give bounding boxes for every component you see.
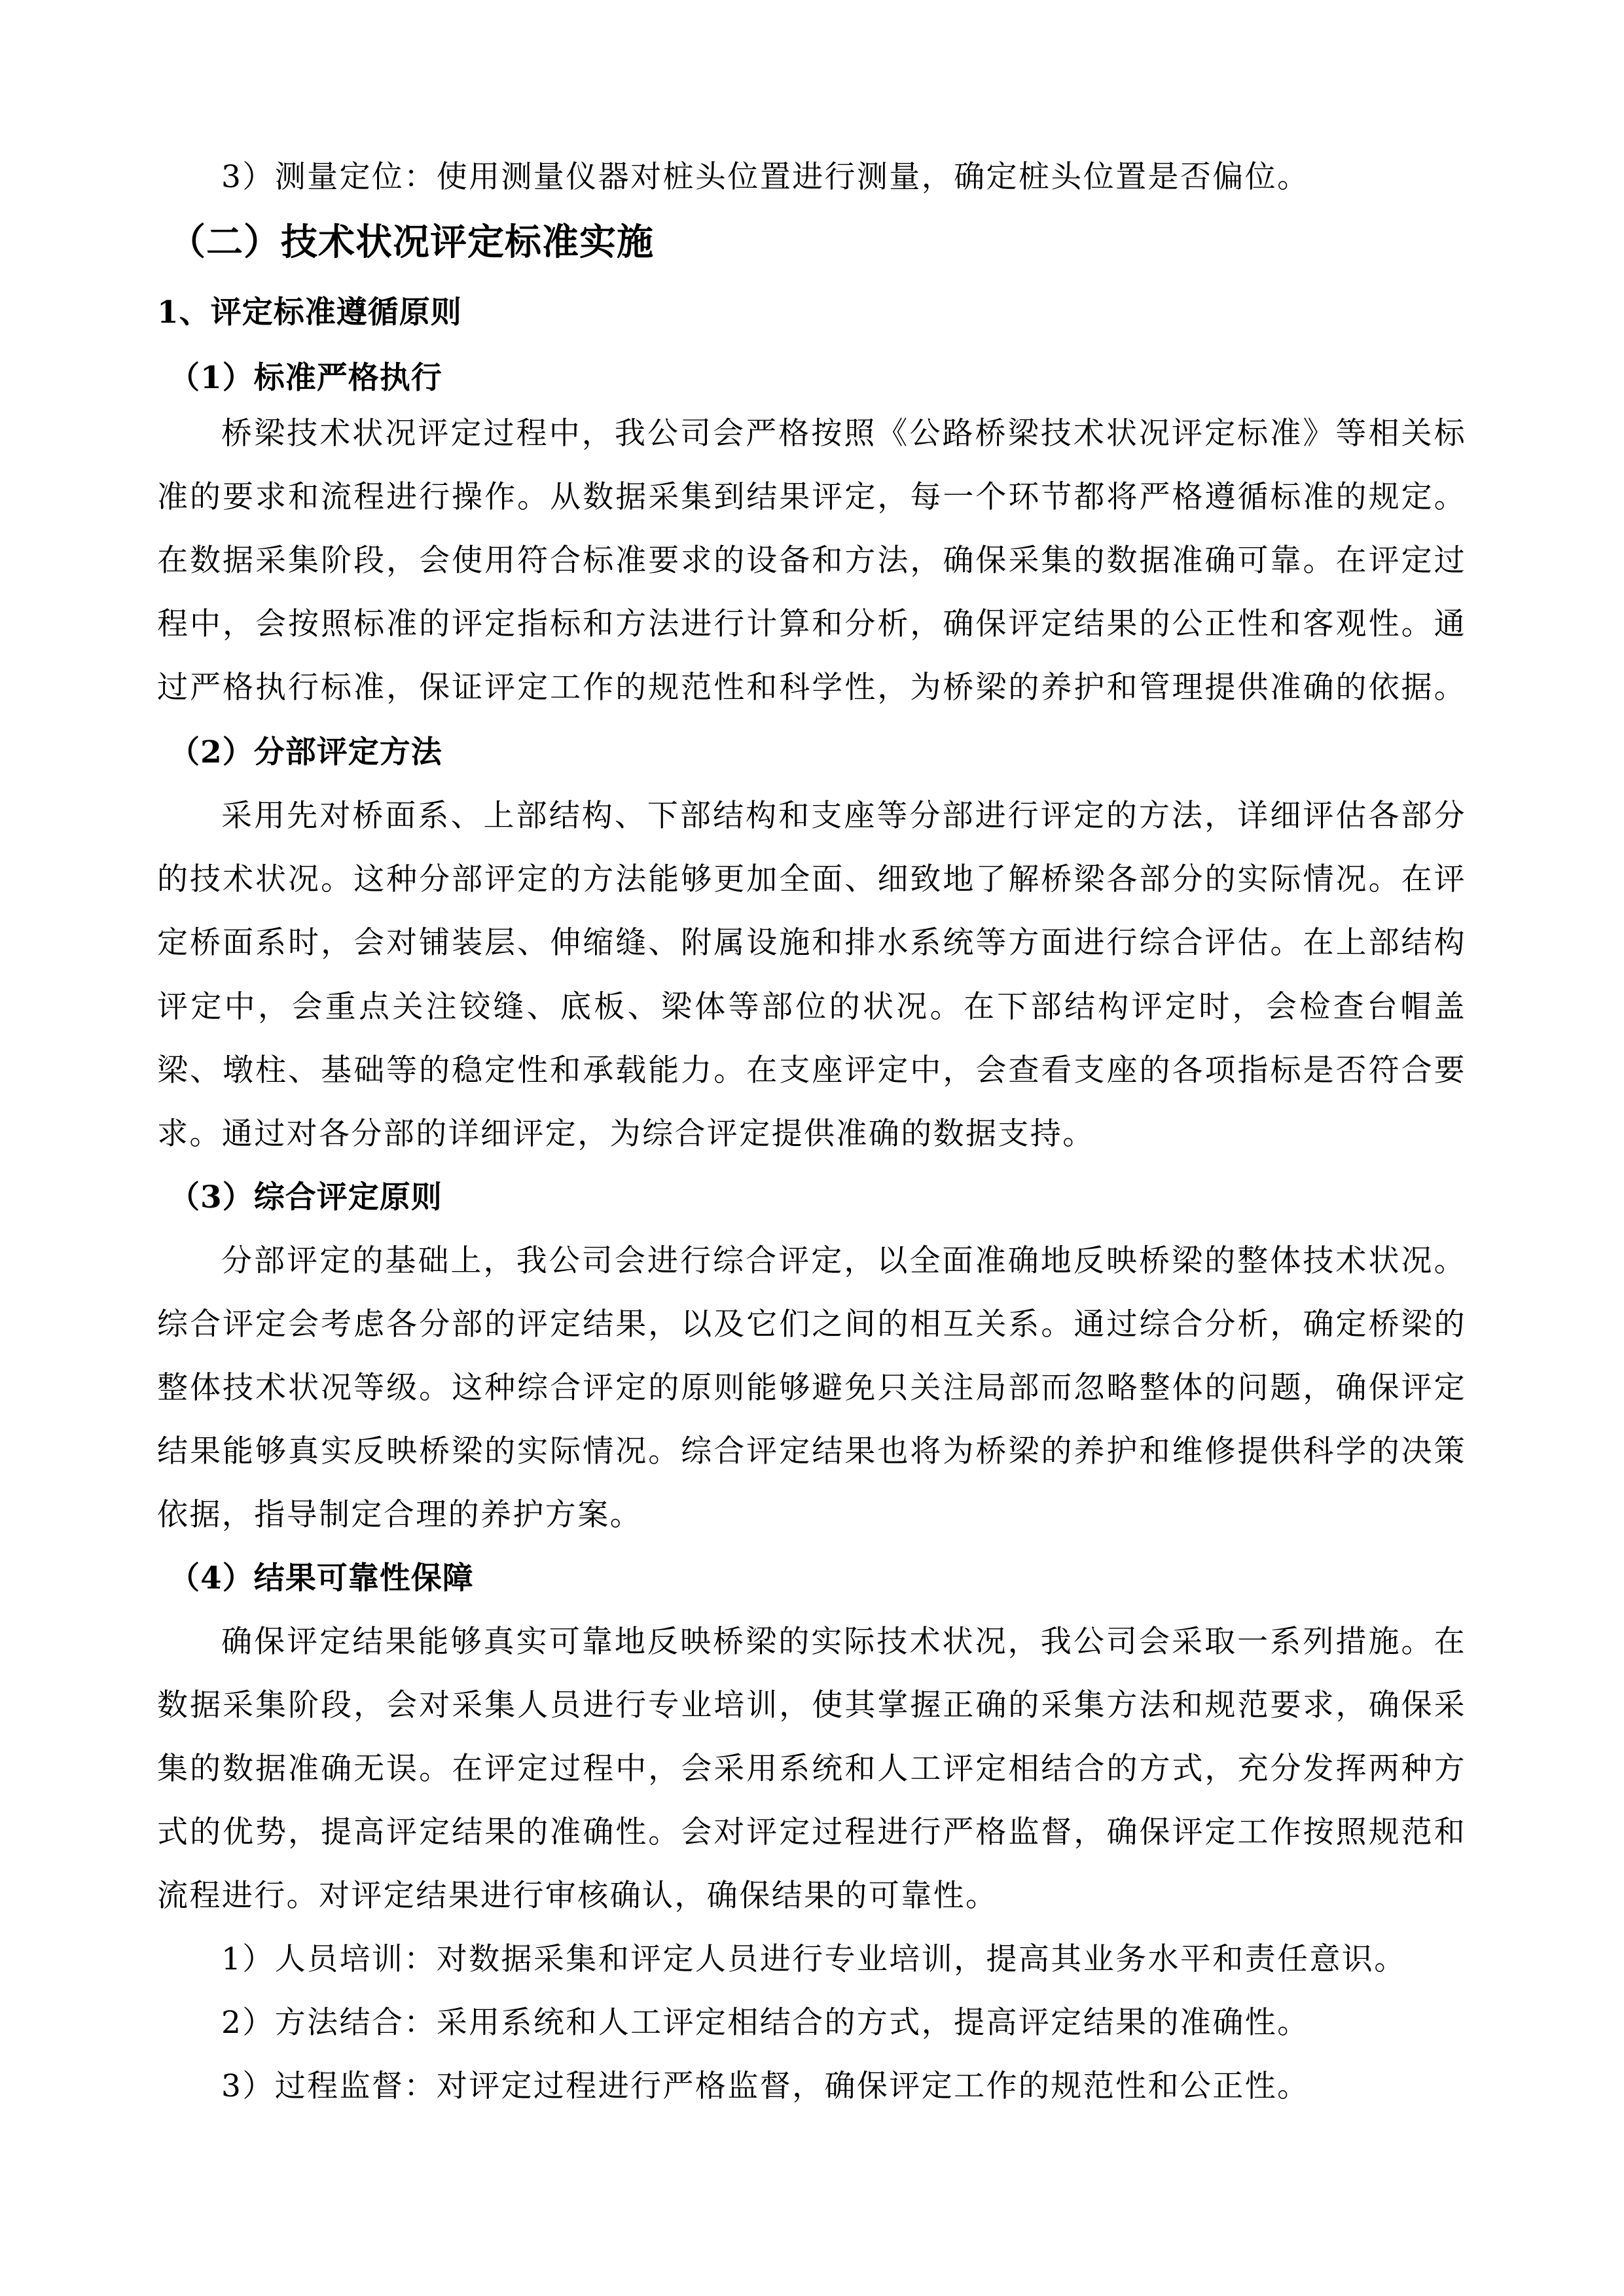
section-heading: （二）技术状况评定标准实施 (169, 221, 654, 264)
list-item: 2）方法结合：采用系统和人工评定相结合的方式，提高评定结果的准确性。 (221, 2005, 1310, 2041)
paragraph-line: 定桥面系时，会对铺装层、伸缩缝、附属设施和排水系统等方面进行综合评估。在上部结构 (157, 925, 1466, 961)
subsection-heading: 1、评定标准遵循原则 (157, 295, 462, 331)
paragraph-line: 结果能够真实反映桥梁的实际情况。综合评定结果也将为桥梁的养护和维修提供科学的决策 (157, 1433, 1466, 1469)
paragraph-line: 在数据采集阶段，会使用符合标准要求的设备和方法，确保采集的数据准确可靠。在评定过 (157, 543, 1466, 579)
paragraph-line: 集的数据准确无误。在评定过程中，会采用系统和人工评定相结合的方式，充分发挥两种方 (157, 1751, 1466, 1787)
paragraph-line: 数据采集阶段，会对采集人员进行专业培训，使其掌握正确的采集方法和规范要求，确保采 (157, 1687, 1466, 1723)
paragraph-line: 采用先对桥面系、上部结构、下部结构和支座等分部进行评定的方法，详细评估各部分 (221, 798, 1466, 834)
section-4-heading: （4）结果可靠性保障 (169, 1560, 474, 1596)
paragraph-line: 求。通过对各分部的详细评定，为综合评定提供准确的数据支持。 (157, 1116, 1095, 1152)
paragraph-line: 桥梁技术状况评定过程中，我公司会严格按照《公路桥梁技术状况评定标准》等相关标 (221, 416, 1466, 452)
paragraph-line: 程中，会按照标准的评定指标和方法进行计算和分析，确保评定结果的公正性和客观性。通 (157, 606, 1466, 642)
section-3-heading: （3）综合评定原则 (169, 1179, 442, 1215)
list-item: 1）人员培训：对数据采集和评定人员进行专业培训，提高其业务水平和责任意识。 (221, 1941, 1407, 1977)
paragraph-line: 式的优势，提高评定结果的准确性。会对评定过程进行严格监督，确保评定工作按照规范和 (157, 1814, 1466, 1850)
paragraph-line: 准的要求和流程进行操作。从数据采集到结果评定，每一个环节都将严格遵循标准的规定。 (157, 479, 1466, 515)
intro-list-item: 3）测量定位：使用测量仪器对桩头位置进行测量，确定桩头位置是否偏位。 (221, 159, 1310, 195)
paragraph-line: 流程进行。对评定结果进行审核确认，确保结果的可靠性。 (157, 1878, 998, 1914)
paragraph-line: 综合评定会考虑各分部的评定结果，以及它们之间的相互关系。通过综合分析，确定桥梁的 (157, 1306, 1466, 1342)
paragraph-line: 评定中，会重点关注铰缝、底板、梁体等部位的状况。在下部结构评定时，会检查台帽盖 (157, 989, 1466, 1025)
paragraph-line: 依据，指导制定合理的养护方案。 (157, 1497, 642, 1533)
paragraph-line: 过严格执行标准，保证评定工作的规范性和科学性，为桥梁的养护和管理提供准确的依据。 (157, 670, 1466, 706)
section-1-heading: （1）标准严格执行 (169, 360, 442, 396)
section-2-heading: （2）分部评定方法 (169, 734, 442, 770)
paragraph-line: 梁、墩柱、基础等的稳定性和承载能力。在支座评定中，会查看支座的各项指标是否符合要 (157, 1052, 1466, 1088)
paragraph-line: 的技术状况。这种分部评定的方法能够更加全面、细致地了解桥梁各部分的实际情况。在评 (157, 861, 1466, 897)
paragraph-line: 分部评定的基础上，我公司会进行综合评定，以全面准确地反映桥梁的整体技术状况。 (221, 1243, 1466, 1279)
paragraph-line: 整体技术状况等级。这种综合评定的原则能够避免只关注局部而忽略整体的问题，确保评定 (157, 1370, 1466, 1406)
paragraph-line: 确保评定结果能够真实可靠地反映桥梁的实际技术状况，我公司会采取一系列措施。在 (221, 1624, 1466, 1660)
list-item: 3）过程监督：对评定过程进行严格监督，确保评定工作的规范性和公正性。 (221, 2068, 1310, 2104)
